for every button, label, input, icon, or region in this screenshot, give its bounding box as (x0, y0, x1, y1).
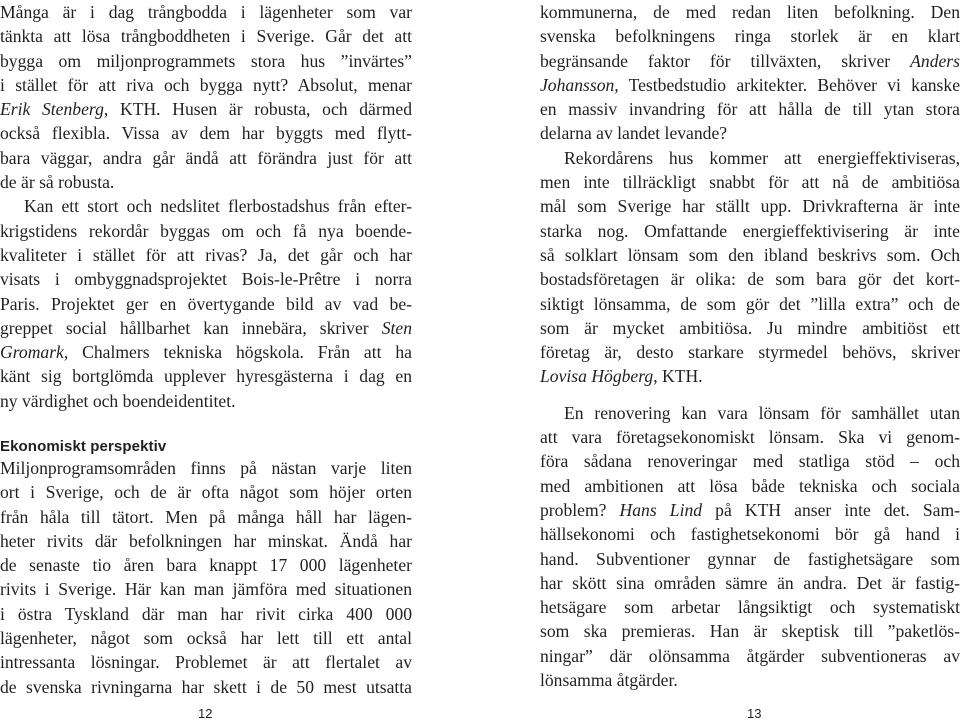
left-paragraph-3 (0, 456, 412, 699)
text-line: Många är i dag trångbodda i lägenheter som var (0, 2, 412, 22)
right-paragraph-3 (540, 401, 960, 693)
text-line: greppet social hållbarhet kan innebära, skriver Sten (0, 317, 412, 338)
text-line: delarna av landet levande? (540, 123, 728, 144)
text-line: som är mycket ambitiösa. Ju mindre ambitiöst ett (540, 317, 960, 338)
text-line: rivits i Sverige. Här kan man jämföra med situationen (0, 579, 412, 600)
text-line: mål som Sverige har ställt upp. Drivkrafterna är inte (540, 196, 960, 217)
text-line: begränsande faktor för tillväxten, skriver Anders (540, 50, 960, 71)
text-line: Gromark, Chalmers tekniska högskola. Från att ha (0, 342, 412, 363)
right-paragraph-2 (540, 146, 960, 389)
text-line: Miljonprogramsområden finns på nästan varje liten (0, 458, 412, 478)
text-line: intressanta lösningar. Problemet är att flertalet av (0, 652, 412, 673)
text-line: i stället för att riva och bygga nytt? Absolut, menar (0, 74, 412, 95)
text-line: kommunerna, de med redan liten befolkning. Den (540, 2, 960, 22)
text-line: ny värdighet och boendeidentitet. (0, 390, 236, 411)
text-line: Johansson, Testbedstudio arkitekter. Behöver vi kanske (540, 74, 960, 95)
text-line: känt sig bortglömda upplever hyresgästerna i dag en (0, 366, 412, 387)
text-line: har skött sina områden sämre än andra. Det är fastig- (540, 572, 960, 593)
text-line: så solklart lönsam som den ibland beskrivs som. Och (540, 244, 960, 265)
text-line: från håla till tätort. Men på många håll har lägen- (0, 506, 412, 527)
text-line: de svenska rivningarna har skett i de 50 mest utsatta (0, 676, 412, 697)
text-line: att vara företagsekonomiskt lönsam. Ska vi genom- (540, 427, 960, 448)
right-page-column (540, 0, 960, 692)
section-heading: Ekonomiskt perspektiv (0, 438, 167, 455)
text-line: de senaste tio åren bara knappt 17 000 lägenheter (0, 555, 412, 576)
author-name: Lovisa Högberg, (540, 366, 658, 387)
text-line: visats i ombyggnadsprojektet Bois-le-Prêtre i norra (0, 269, 412, 290)
left-page-column (0, 0, 412, 413)
text-line: Erik Stenberg, KTH. Husen är robusta, och därmed (0, 99, 413, 120)
text-line: krigstidens rekordår byggas om och få nya boende- (0, 220, 412, 241)
text-line: Kan ett stort och nedslitet flerbostadshus från efter- (24, 196, 412, 217)
text-line: som ska premieras. Han är skeptisk till ”paketlös- (540, 621, 960, 642)
author-name: Hans Lind (619, 499, 703, 520)
page-number-right: 13 (747, 706, 762, 721)
page-number-left: 12 (198, 706, 213, 721)
text-line: lägenheter, något som också har lett till ett antal (0, 628, 412, 649)
text-line: också flexibla. Vissa av dem har byggts med flytt- (0, 123, 412, 144)
text-line: starka nog. Omfattande energieffektivisering är inte (540, 220, 960, 241)
text-line: ningar” där olönsamma åtgärder subventioneras av (540, 645, 960, 666)
text-line: kvaliteter i stället för att rivas? Ja, det går och har (0, 244, 412, 265)
text-line: problem? Hans Lind på KTH anser inte det. Sam- (540, 499, 960, 520)
left-paragraph-1 (0, 0, 412, 194)
left-paragraph-2 (0, 194, 412, 413)
text-line: hetsägare som arbetar långsiktigt och systematiskt (540, 597, 960, 618)
author-name: Gromark, (0, 342, 69, 363)
text-line: tänkta att lösa trångboddheten i Sverige. Går det att (0, 26, 412, 47)
author-name: Sten (381, 317, 412, 338)
text-line: lönsamma åtgärder. (540, 670, 678, 691)
text-line: Rekordårens hus kommer att energieffektiviseras, (564, 147, 960, 168)
text-line: hällsekonomi och fastighetsekonomi bör gå hand i (540, 524, 960, 545)
text-line: med ambitionen att lösa både tekniska och sociala (540, 475, 960, 496)
author-name: Erik Stenberg (0, 99, 104, 120)
text-line: bara väggar, andra går ändå att förändra just för att (0, 147, 412, 168)
text-line: ort i Sverige, och de är ofta något som höjer orten (0, 482, 412, 503)
text-line: men inte tillräckligt snabbt för att nå de ambitiösa (540, 172, 960, 193)
author-name: Anders (910, 50, 960, 71)
text-line: siktigt lönsamma, de som gör det ”lilla extra” och de (540, 293, 960, 314)
text-line: bygga om miljonprogrammets stora hus ”invärtes” (0, 50, 412, 71)
text-line: föra sådana renoveringar med statliga stöd – och (540, 451, 960, 472)
author-name: Johansson, (540, 74, 619, 95)
text-line: hand. Subventioner gynnar de fastighetsägare som (540, 548, 960, 569)
text-line: Paris. Projektet ger en övertygande bild av vad be- (0, 293, 412, 314)
text-line: svenska befolkningens ringa storlek är en klart (540, 26, 960, 47)
right-paragraph-1 (540, 0, 960, 146)
text-line: en massiv invandring för att hålla de till ytan stora (540, 99, 960, 120)
text-line: de är så robusta. (0, 172, 115, 193)
text-line: En renovering kan vara lönsam för samhället utan (564, 402, 960, 423)
text-line: Lovisa Högberg, KTH. (540, 366, 703, 387)
text-line: bostadsföretagen är olika: de som bara gör det kort- (540, 269, 960, 290)
text-line: företag är, desto starkare styrmedel behövs, skriver (540, 342, 960, 363)
text-line: i östra Tyskland där man har rivit cirka 400 000 (0, 603, 412, 624)
text-line: heter rivits där befolkningen har minskat. Ändå har (0, 530, 412, 551)
